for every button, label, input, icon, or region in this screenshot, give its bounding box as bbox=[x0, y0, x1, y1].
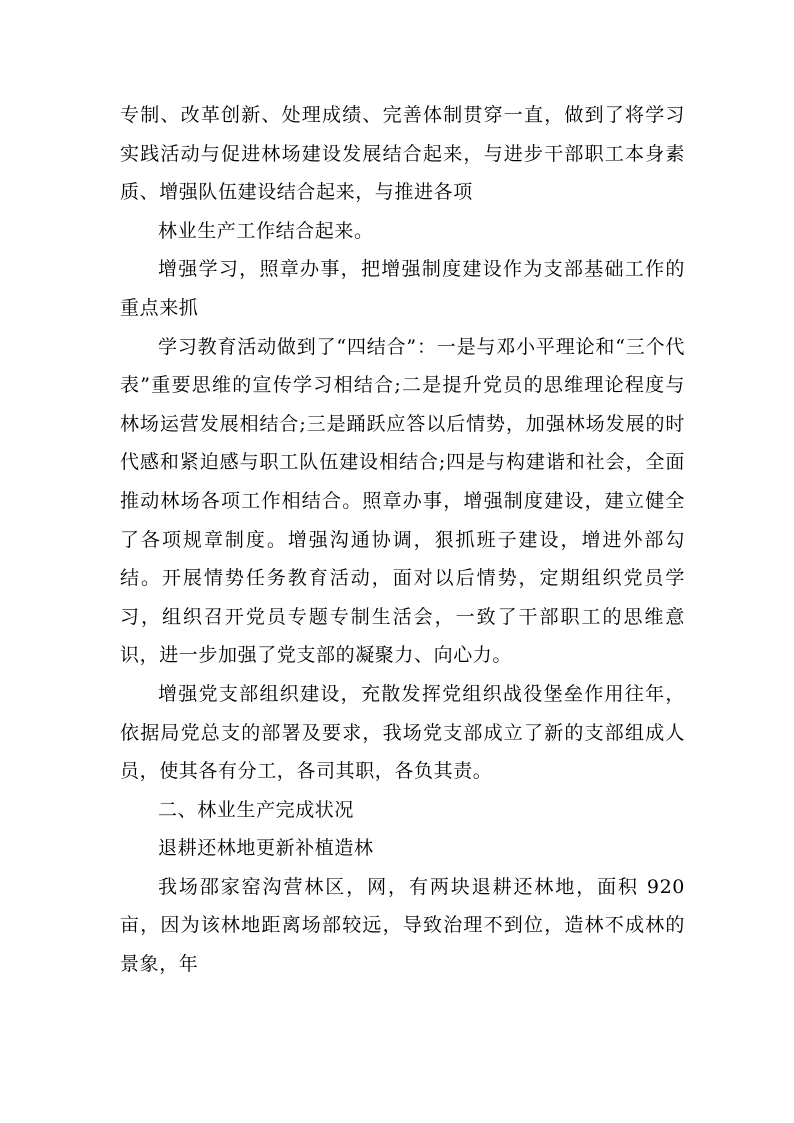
paragraph-3: 增强学习，照章办事，把增强制度建设作为支部基础工作的重点来抓 bbox=[120, 258, 685, 319]
paragraph-2: 林业生产工作结合起来。 bbox=[158, 219, 374, 242]
section-heading: 二、林业生产完成状况 bbox=[158, 798, 355, 821]
paragraph-5: 增强党支部组织建设，充散发挥党组织战役堡垒作用往年，依据局党总支的部署及要求，我场党支部成立了新的支部组成人员，使其各有分工，各司其职，各负其责。 bbox=[120, 682, 685, 783]
subsection-heading: 退耕还林地更新补植造林 bbox=[158, 837, 374, 860]
paragraph-6: 我场邵家窑沟营林区，网，有两块退耕还林地，面积 920 亩，因为该林地距离场部较远，导致治理不到位，造林不成林的景象，年 bbox=[120, 875, 685, 976]
paragraph-4: 学习教育活动做到了“四结合”：一是与邓小平理论和“三个代表”重要思维的宣传学习相结合;二是提升党员的思维理论程度与林场运营发展相结合;三是踊跃应答以后情势，加强林场发展的时代感和紧迫感与职工队伍建设相结合;四是与构建谐和社会，全面推动林场各项工作相结合。照章办事，增强制度建设，建立健全了各项规章制度。增强沟通协调，狠抓班子建设，增进外部勾结。开展情势任务教育活动，面对以后情势，定期组织党员学习，组织召开党员专题专制生活会，一致了干部职工的思维意识，进一步加强了党支部的凝聚力、向心力。 bbox=[120, 335, 685, 667]
paragraph-1: 专制、改革创新、处理成绩、完善体制贯穿一直，做到了将学习实践活动与促进林场建设发展结合起来，与进步干部职工本身素质、增强队伍建设结合起来，与推进各项 bbox=[120, 104, 685, 204]
document-body bbox=[120, 96, 685, 984]
